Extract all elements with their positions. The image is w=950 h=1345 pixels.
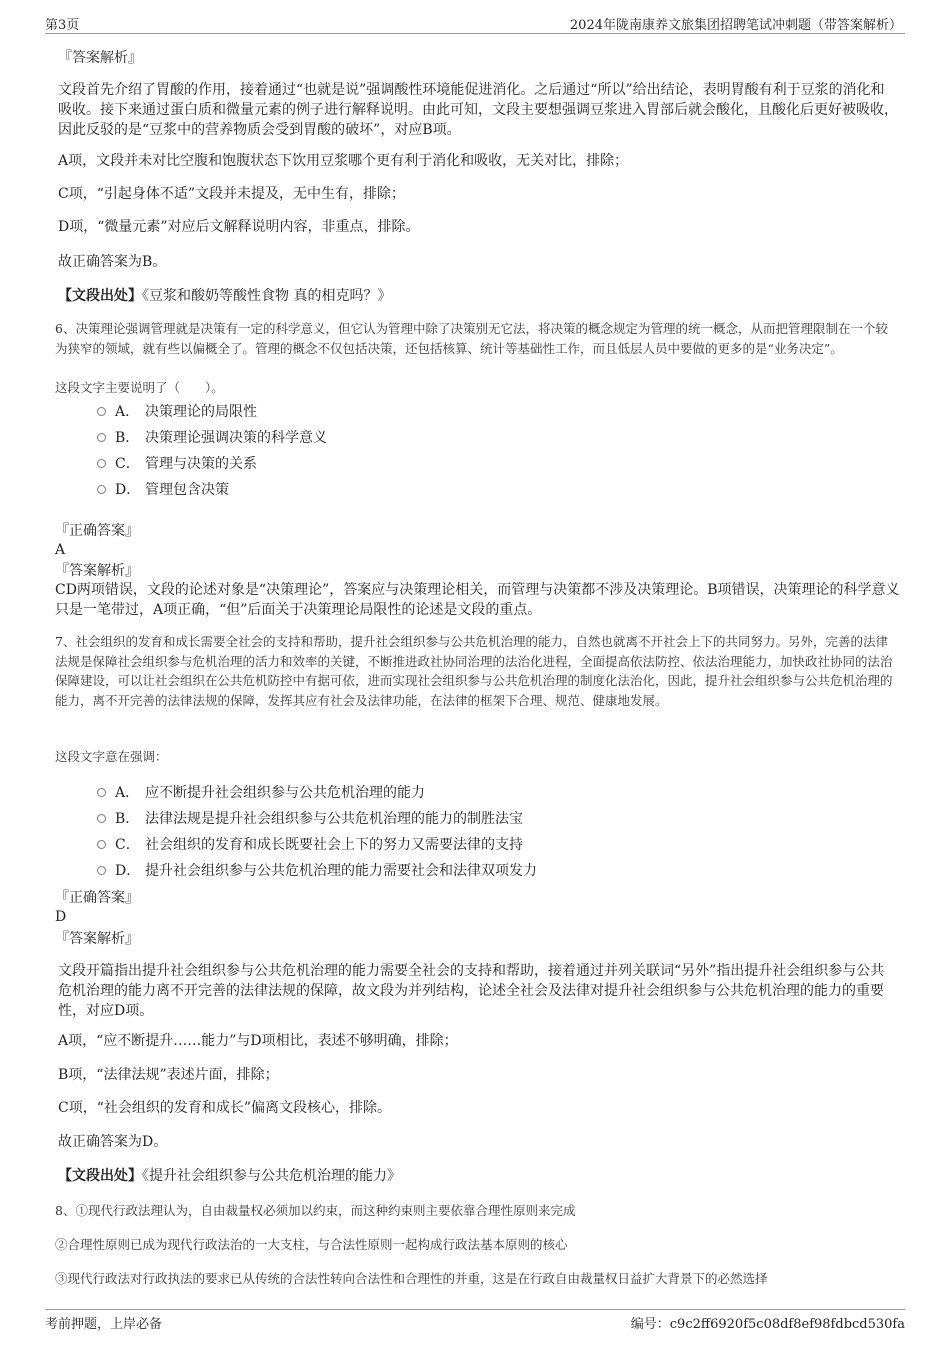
analysis-label: 『答案解析』 xyxy=(55,931,139,947)
answer-value: A xyxy=(55,542,66,558)
header-divider xyxy=(45,33,905,34)
option-text: 决策理论强调决策的科学意义 xyxy=(145,430,327,446)
option-text: 管理包含决策 xyxy=(145,482,229,498)
option-text: 决策理论的局限性 xyxy=(145,404,257,420)
document-code: 编号：c9c2ff6920f5c08df8ef98fdbcd530fa xyxy=(630,1317,905,1332)
document-title: 2024年陇南康养文旅集团招聘笔试冲刺题（带答案解析） xyxy=(569,18,902,33)
answer-label: 『正确答案』 xyxy=(55,890,139,906)
analysis-text: 文段首先介绍了胃酸的作用，接着通过“也就是说”强调酸性环境能促进消化。之后通过“所以”给出结论，表明胃酸有利于豆浆的消化和吸收。接下来通过蛋白质和微量元素的例子进行解释说明。由此可知，文段主要想强调豆浆进入胃部后就会酸化，且酸化后更好被吸收，因此反驳的是“豆浆中的营养物质会受到胃酸的破坏”，对应B项。 xyxy=(58,82,898,138)
answer-value: D xyxy=(55,909,67,925)
option-text: 应不断提升社会组织参与公共危机治理的能力 xyxy=(145,785,425,801)
analysis-text: 文段开篇指出提升社会组织参与公共危机治理的能力需要全社会的支持和帮助，接着通过并列关联词“另外”指出提升社会组织参与公共危机治理的能力离不开完善的法律法规的保障，故文段为并列结构，论述全社会及法律对提升社会组织参与公共危机治理的能力的重要性，对应D项。 xyxy=(58,963,885,1019)
question-stem: 6、决策理论强调管理就是决策有一定的科学意义，但它认为管理中除了决策别无它法，将决策的概念规定为管理的统一概念，从而把管理限制在一个较为狭窄的领域，就有些以偏概全了。管理的概念不仅包括决策，还包括核算、统计等基础性工作，而且低层人员中要做的更多的是“业务决定”。 xyxy=(55,321,888,356)
question-prompt: 这段文字意在强调： xyxy=(55,749,168,764)
option-d[interactable] xyxy=(97,478,229,500)
source-title: 《豆浆和酸奶等酸性食物 真的相克吗？》 xyxy=(142,288,392,304)
option-text: 法律法规是提升社会组织参与公共危机治理的能力的制胜法宝 xyxy=(145,811,523,827)
option-letter: A． xyxy=(115,785,140,801)
conclusion: 故正确答案为D。 xyxy=(58,1134,168,1150)
option-b-analysis: B项，“法律法规”表述片面，排除； xyxy=(58,1067,279,1083)
option-a[interactable] xyxy=(97,400,257,422)
option-a-analysis: A项，“应不断提升……能力”与D项相比，表述不够明确，排除； xyxy=(58,1033,458,1049)
radio-icon[interactable] xyxy=(97,459,106,468)
radio-icon[interactable] xyxy=(97,814,106,823)
answer-label: 『正确答案』 xyxy=(55,523,139,539)
source-label: 【文段出处】 xyxy=(58,1168,142,1184)
source-label: 【文段出处】 xyxy=(58,288,142,304)
radio-icon[interactable] xyxy=(97,788,106,797)
option-c[interactable] xyxy=(97,833,523,855)
radio-icon[interactable] xyxy=(97,866,106,875)
option-letter: D． xyxy=(115,863,141,879)
option-b[interactable] xyxy=(97,426,327,448)
question-prompt: 这段文字主要说明了（ ）。 xyxy=(55,380,224,395)
option-d-analysis: D项，“微量元素”对应后文解释说明内容，非重点，排除。 xyxy=(58,219,420,235)
radio-icon[interactable] xyxy=(97,840,106,849)
option-a[interactable] xyxy=(97,781,425,803)
option-letter: A． xyxy=(115,404,140,420)
radio-icon[interactable] xyxy=(97,407,106,416)
question-sentence-3: ③现代行政法对行政执法的要求已从传统的合法性转向合法性和合理性的并重，这是在行政自由裁量权日益扩大背景下的必然选择 xyxy=(55,1271,768,1286)
page-number: 第3页 xyxy=(45,18,80,33)
option-text: 社会组织的发育和成长既要社会上下的努力又需要法律的支持 xyxy=(145,837,523,853)
question-stem: 7、社会组织的发育和成长需要全社会的支持和帮助，提升社会组织参与公共危机治理的能力，自然也就离不开社会上下的共同努力。另外，完善的法律法规是保障社会组织参与危机治理的活力和效率的关键，不断推进政社协同治理的法治化进程，全面提高依法防控、依法治理能力，加快政社协同的法治保障建设，可以让社会组织在公共危机防控中有据可依，进而实现社会组织参与公共危机治理的制度化法治化，因此，提升社会组织参与公共危机治理的能力，离不开完善的法律法规的保障，发挥其应有社会及法律功能，在法律的框架下合理、规范、健康地发展。 xyxy=(55,634,893,708)
footer-divider xyxy=(45,1309,905,1310)
analysis-text: CD两项错误，文段的论述对象是“决策理论”，答案应与决策理论相关，而管理与决策都不涉及决策理论。B项错误，决策理论的科学意义只是一笔带过，A项正确，“但”后面关于决策理论局限性的论述是文段的重点。 xyxy=(55,582,900,618)
radio-icon[interactable] xyxy=(97,485,106,494)
radio-icon[interactable] xyxy=(97,433,106,442)
page-header xyxy=(0,0,950,34)
option-text: 管理与决策的关系 xyxy=(145,456,257,472)
option-c[interactable] xyxy=(97,452,257,474)
analysis-label: 『答案解析』 xyxy=(58,50,142,66)
option-letter: C． xyxy=(115,837,140,853)
source-title: 《提升社会组织参与公共危机治理的能力》 xyxy=(142,1168,401,1184)
option-text: 提升社会组织参与公共危机治理的能力需要社会和法律双项发力 xyxy=(145,863,537,879)
option-letter: C． xyxy=(115,456,140,472)
option-a-analysis: A项，文段并未对比空腹和饱腹状态下饮用豆浆哪个更有利于消化和吸收，无关对比，排除； xyxy=(58,153,629,169)
question-sentence-2: ②合理性原则已成为现代行政法治的一大支柱，与合法性原则一起构成行政法基本原则的核心 xyxy=(55,1237,568,1252)
option-b[interactable] xyxy=(97,807,523,829)
footer-slogan: 考前押题，上岸必备 xyxy=(45,1317,163,1332)
option-letter: D． xyxy=(115,482,141,498)
conclusion: 故正确答案为B。 xyxy=(58,254,167,270)
analysis-label: 『答案解析』 xyxy=(55,563,139,579)
option-c-analysis: C项，“社会组织的发育和成长”偏离文段核心，排除。 xyxy=(58,1100,392,1116)
option-c-analysis: C项，“引起身体不适”文段并未提及，无中生有，排除； xyxy=(58,186,406,202)
option-letter: B． xyxy=(115,811,140,827)
option-d[interactable] xyxy=(97,859,537,881)
option-letter: B． xyxy=(115,430,140,446)
source-line xyxy=(58,286,898,306)
question-sentence-1: 8、①现代行政法理认为，自由裁量权必须加以约束，而这种约束则主要依靠合理性原则来完成 xyxy=(55,1203,576,1218)
source-line xyxy=(58,1166,898,1186)
